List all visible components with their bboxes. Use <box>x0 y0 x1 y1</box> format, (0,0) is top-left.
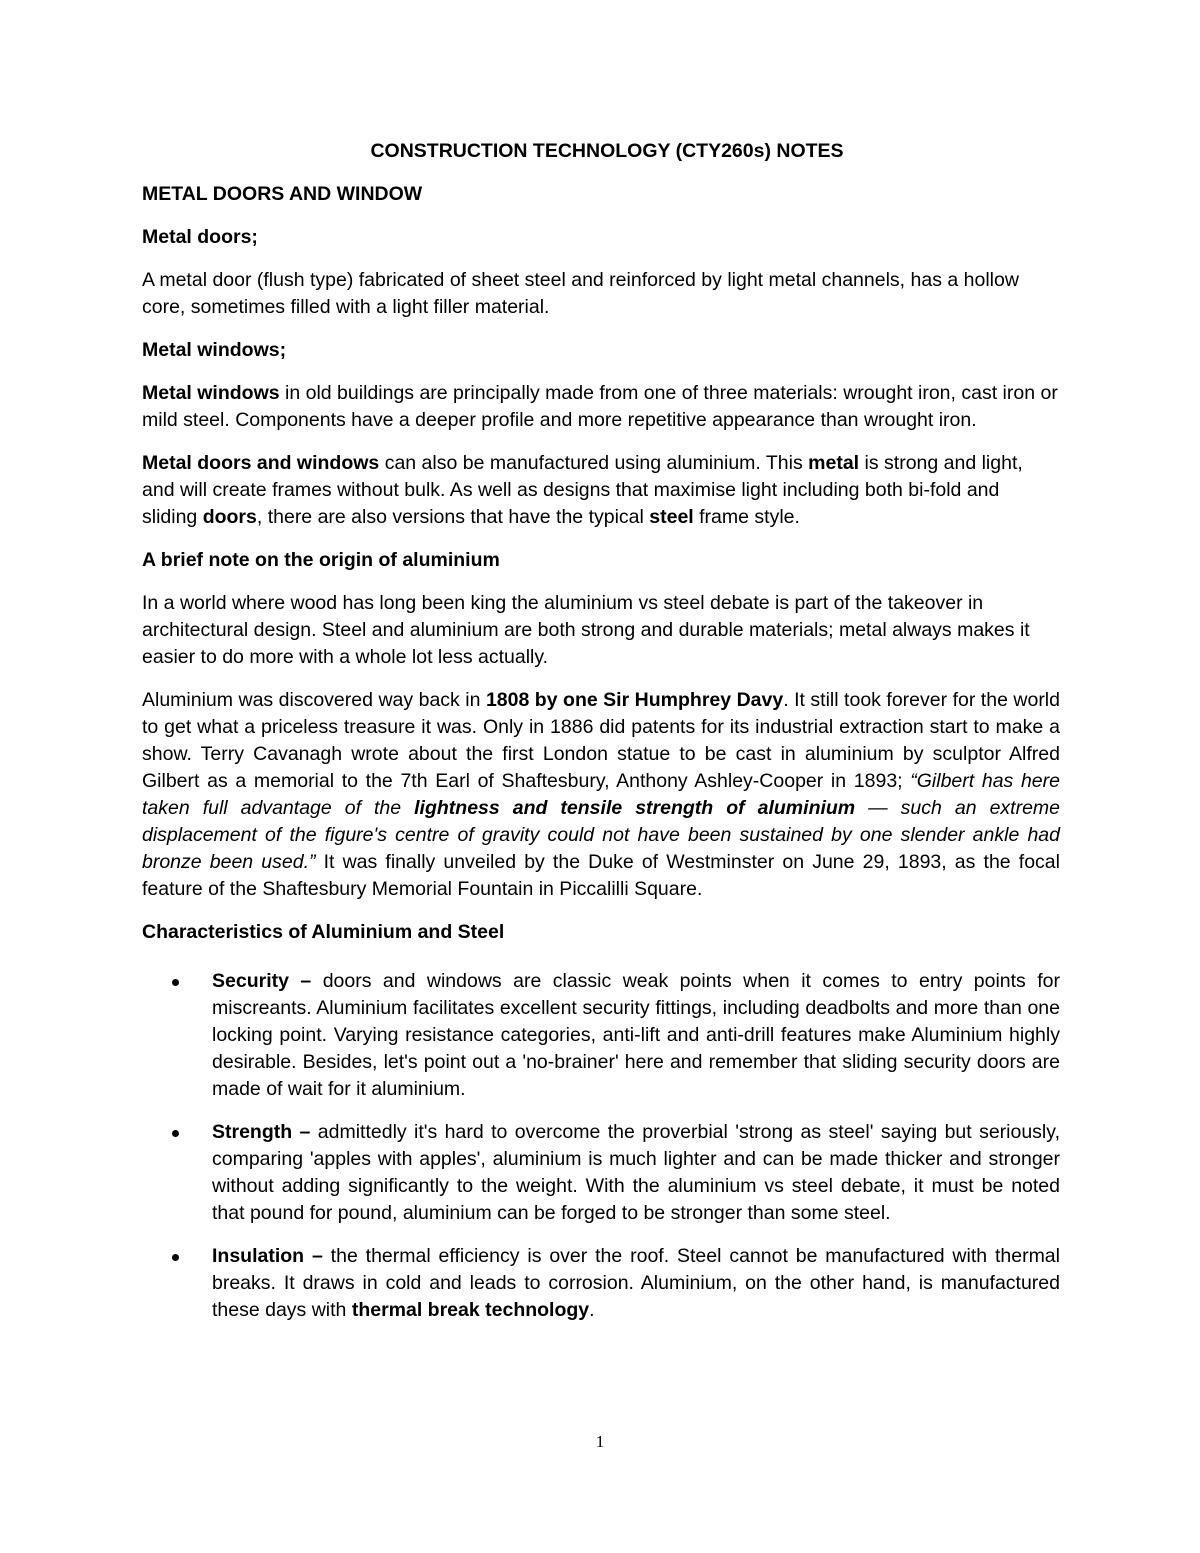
bullet-icon <box>172 979 179 986</box>
metal-doors-heading: Metal doors; <box>142 226 258 248</box>
text-run: It was finally unveiled by the Duke of Westminster on June 29, 1893, as the focal feature of the Shaftesbury Memorial Fountain in Piccalilli Square. <box>142 851 1060 900</box>
text-run: , there are also versions that have the typical <box>256 506 650 528</box>
text-run: steel <box>649 506 694 528</box>
text-run: metal <box>808 452 860 474</box>
text-run: doors and windows are classic weak points when it comes to entry points for miscreants. Aluminium facilitates excellent security fittings, including deadbolts and more than one locking point. Varying resistance categories, anti-lift and anti-drill features make Aluminium highly desirable. Besides, let's point out a 'no-brainer' here and remember that sliding security doors are made of wait for it aluminium. <box>212 970 1060 1100</box>
origin-paragraph-1: In a world where wood has long been king the aluminium vs steel debate is part of the takeover in architectural design. Steel and aluminium are both strong and durable materials; metal always makes it easier to do more with a whole lot less actually. <box>142 592 1030 668</box>
text-run: — such an extreme displacement of the figure's centre of gravity could not have been sustained by one slender ankle had bronze been used.” <box>142 797 1061 873</box>
text-run: Aluminium was discovered way back in <box>142 689 486 711</box>
text-run: Metal doors and windows <box>142 452 380 474</box>
text-run: . <box>589 1299 595 1321</box>
text-run: 1808 by one Sir Humphrey Davy <box>485 689 784 711</box>
list-item-security <box>142 968 1060 1103</box>
list-item-text <box>212 970 1060 1100</box>
origin-paragraph-2 <box>142 687 1060 903</box>
list-item-strength <box>142 1119 1060 1227</box>
list-item-insulation <box>142 1243 1060 1324</box>
bullet-icon <box>172 1254 179 1261</box>
section-heading: METAL DOORS AND WINDOW <box>142 183 423 205</box>
bullet-icon <box>172 1130 179 1137</box>
text-run: Strength – <box>212 1121 311 1143</box>
text-run: admittedly it's hard to overcome the proverbial 'strong as steel' saying but seriously, comparing 'apples with apples', aluminium is much lighter and can be made thicker and stronger without adding significantly to the weight. With the aluminium vs steel debate, it must be noted that pound for pound, aluminium can be forged to be stronger than some steel. <box>212 1121 1060 1224</box>
text-run: can also be manufactured using aluminium. This <box>379 452 809 474</box>
metal-windows-text: in old buildings are principally made from one of three materials: wrought iron, cast iron or mild steel. Components have a deeper profile and more repetitive appearance than wrought iron. <box>142 382 1058 431</box>
list-item-text <box>212 1121 1060 1224</box>
metal-doors-windows-paragraph <box>142 450 1060 531</box>
text-run: lightness and tensile strength of aluminium <box>414 797 856 819</box>
text-run: . It still took forever for the world to get what a priceless treasure it was. Only in 1886 did patents for its industrial extraction start to make a show. Terry Cavanagh wrote about the first London statue to be cast in aluminium by sculptor Alfred Gilbert as a memorial to the 7th Earl of Shaftesbury, Anthony Ashley-Cooper in 1893; <box>142 689 1060 792</box>
metal-windows-bold: Metal windows <box>142 382 280 404</box>
text-run: thermal break technology <box>351 1299 590 1321</box>
metal-doors-paragraph: A metal door (flush type) fabricated of sheet steel and reinforced by light metal channels, has a hollow core, sometimes filled with a light filler material. <box>142 269 1019 318</box>
characteristics-heading: Characteristics of Aluminium and Steel <box>142 921 505 943</box>
text-run: doors <box>202 506 257 528</box>
text-run: the thermal efficiency is over the roof. Steel cannot be manufactured with thermal breaks. It draws in cold and leads to corrosion. Aluminium, on the other hand, is manufactured these days with <box>212 1245 1060 1321</box>
metal-windows-heading: Metal windows; <box>142 339 287 361</box>
origin-heading: A brief note on the origin of aluminium <box>142 549 500 571</box>
document-page <box>142 138 1060 1340</box>
document-title: CONSTRUCTION TECHNOLOGY (CTY260s) NOTES <box>370 140 844 162</box>
characteristics-list <box>142 968 1060 1324</box>
text-run: “Gilbert has here taken full advantage of the <box>142 770 1060 819</box>
text-run: is strong and light, and will create frames without bulk. As well as designs that maximise light including both bi-fold and sliding <box>142 452 1023 528</box>
text-run: Insulation – <box>212 1245 323 1267</box>
text-run: Security – <box>212 970 312 992</box>
list-item-text <box>212 1245 1060 1321</box>
text-run: frame style. <box>693 506 800 528</box>
page-number: 1 <box>595 1432 605 1451</box>
metal-windows-paragraph <box>142 380 1060 434</box>
